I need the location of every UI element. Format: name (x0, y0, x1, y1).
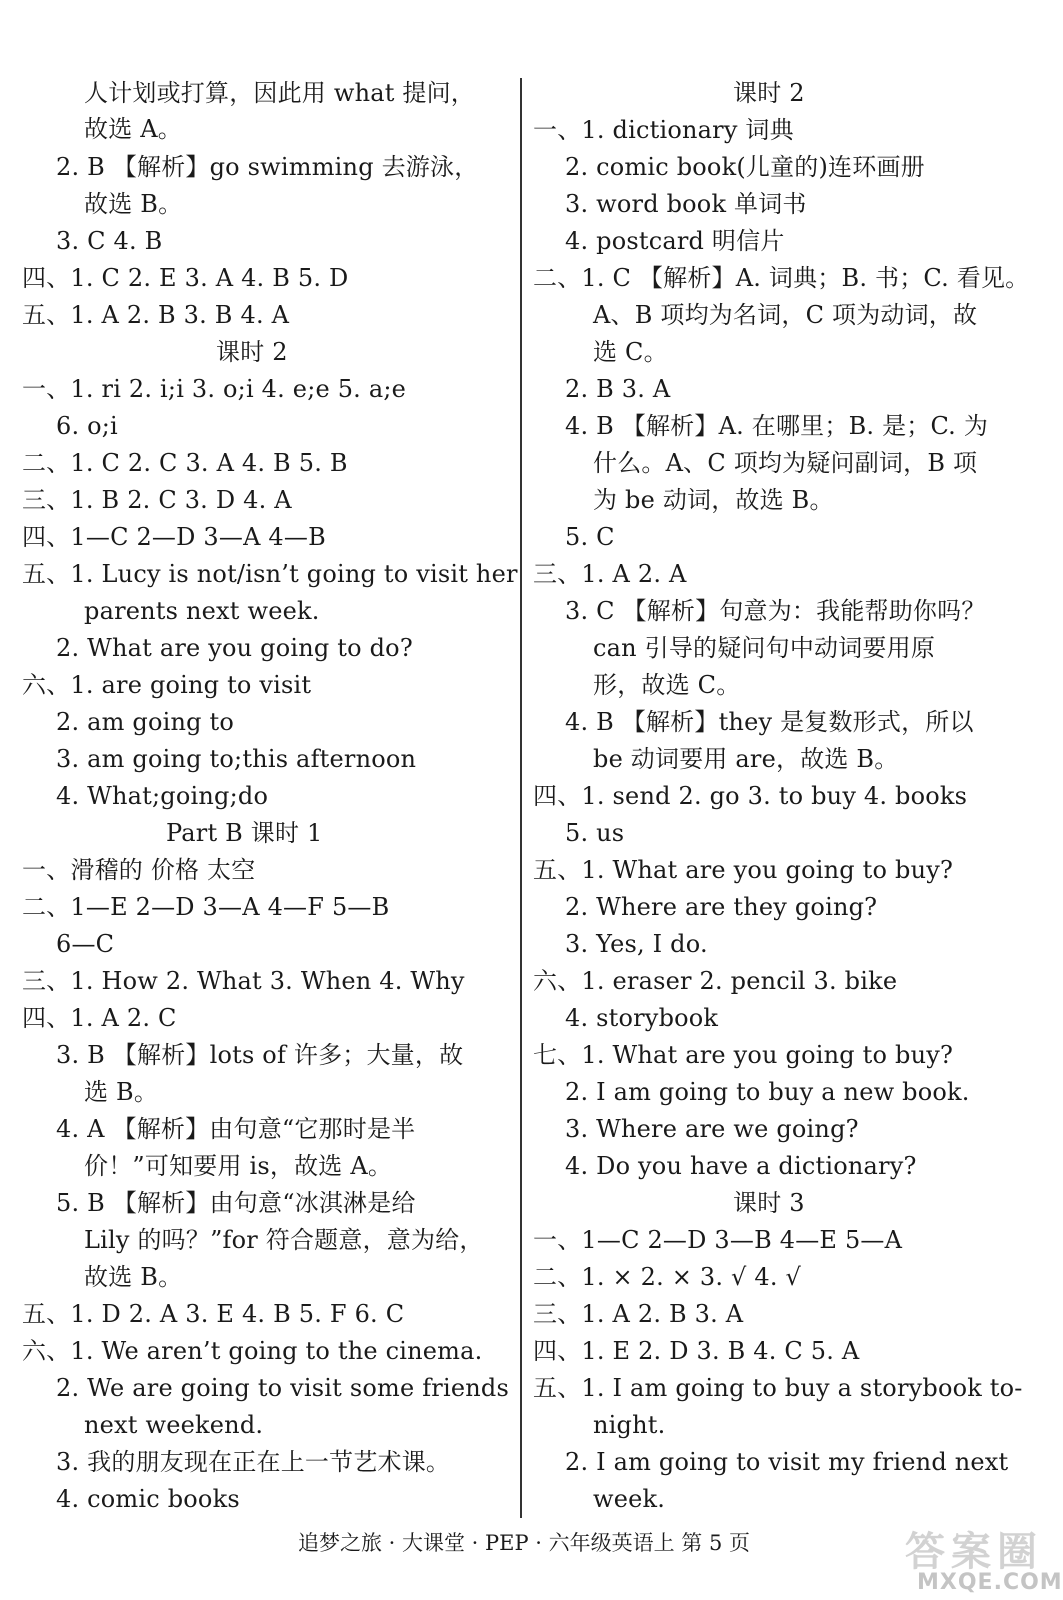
answer-line: 课时 2 (216, 338, 288, 366)
answer-line: 2. We are going to visit some friends (56, 1374, 509, 1402)
answer-line: 四、1. A 2. C (22, 1004, 177, 1032)
answer-line: 故选 B。 (84, 1263, 183, 1291)
answer-line: 4. comic books (56, 1485, 240, 1513)
answer-line: 选 B。 (84, 1078, 159, 1106)
column-divider (520, 78, 522, 1518)
answer-line: A、B 项均为名词，C 项为动词，故 (593, 301, 978, 329)
answer-line: parents next week. (84, 597, 320, 625)
answer-line: 4. postcard 明信片 (565, 227, 785, 255)
answer-line: 五、1. D 2. A 3. E 4. B 5. F 6. C (22, 1300, 405, 1328)
answer-line: 四、1. C 2. E 3. A 4. B 5. D (22, 264, 349, 292)
answer-line: 3. Yes, I do. (565, 930, 708, 958)
answer-line: 六、1. eraser 2. pencil 3. bike (533, 967, 898, 995)
answer-line: 五、1. I am going to buy a storybook to- (533, 1374, 1023, 1402)
answer-line: 故选 B。 (84, 190, 183, 218)
answer-line: 二、1. C 【解析】A. 词典；B. 书；C. 看见。 (533, 264, 1030, 292)
answer-line: 3. am going to;this afternoon (56, 745, 417, 773)
answer-line: 二、1. × 2. × 3. √ 4. √ (533, 1263, 802, 1291)
answer-line: 6—C (56, 930, 115, 958)
answer-line: 价！”可知要用 is，故选 A。 (84, 1152, 393, 1180)
answer-line: 2. comic book(儿童的)连环画册 (565, 153, 925, 181)
answer-line: 2. B 3. A (565, 375, 671, 403)
answer-line: 4. Do you have a dictionary? (565, 1152, 917, 1180)
answer-line: can 引导的疑问句中动词要用原 (593, 634, 936, 662)
answer-line: 四、1. E 2. D 3. B 4. C 5. A (533, 1337, 860, 1365)
answer-line: 形，故选 C。 (593, 671, 741, 699)
answer-line: Lily 的吗？”for 符合题意，意为给， (84, 1226, 484, 1254)
answer-line: next weekend. (84, 1411, 264, 1439)
answer-line: 五、1. Lucy is not/isn’t going to visit her (22, 560, 518, 588)
answer-line: 五、1. A 2. B 3. B 4. A (22, 301, 290, 329)
answer-line: Part B 课时 1 (166, 819, 323, 847)
answer-line: 5. B 【解析】由句意“冰淇淋是给 (56, 1189, 416, 1217)
answer-line: 2. B 【解析】go swimming 去游泳， (56, 153, 479, 181)
answer-line: 七、1. What are you going to buy? (533, 1041, 954, 1069)
answer-line: 课时 2 (733, 79, 805, 107)
answer-line: 4. B 【解析】they 是复数形式，所以 (565, 708, 974, 736)
answer-line: 六、1. We aren’t going to the cinema. (22, 1337, 483, 1365)
answer-line: 人计划或打算，因此用 what 提问， (84, 79, 476, 107)
answer-line: 3. B 【解析】lots of 许多；大量，故 (56, 1041, 464, 1069)
answer-line: 3. C 【解析】句意为：我能帮助你吗？ (565, 597, 986, 625)
answer-line: 5. C (565, 523, 615, 551)
watermark-text: 答案圈 (905, 1529, 1043, 1575)
answer-line: 六、1. are going to visit (22, 671, 312, 699)
answer-line: 一、1. dictionary 词典 (533, 116, 794, 144)
answer-line: 4. What;going;do (56, 782, 269, 810)
answer-line: 2. What are you going to do? (56, 634, 413, 662)
watermark-url: MXQE.COM (917, 1570, 1063, 1595)
answer-line: 三、1. How 2. What 3. When 4. Why (22, 967, 465, 995)
answer-line: 一、1—C 2—D 3—B 4—E 5—A (533, 1226, 903, 1254)
answer-line: night. (593, 1411, 666, 1439)
answer-line: 为 be 动词，故选 B。 (593, 486, 834, 514)
answer-line: 3. C 4. B (56, 227, 163, 255)
answer-line: 二、1. C 2. C 3. A 4. B 5. B (22, 449, 348, 477)
answer-line: 三、1. A 2. B 3. A (533, 1300, 744, 1328)
answer-line: 6. o;i (56, 412, 118, 440)
answer-line: 2. I am going to visit my friend next (565, 1448, 1009, 1476)
answer-line: 三、1. B 2. C 3. D 4. A (22, 486, 292, 514)
answer-line: 4. B 【解析】A. 在哪里；B. 是；C. 为 (565, 412, 989, 440)
watermark-logo (895, 1520, 1063, 1598)
answer-line: 四、1. send 2. go 3. to buy 4. books (533, 782, 968, 810)
answer-line: 4. A 【解析】由句意“它那时是半 (56, 1115, 416, 1143)
answer-line: 4. storybook (565, 1004, 719, 1032)
answer-line: 2. I am going to buy a new book. (565, 1078, 970, 1106)
answer-line: 一、滑稽的 价格 太空 (22, 856, 256, 884)
answer-line: be 动词要用 are，故选 B。 (593, 745, 899, 773)
answer-line: 二、1—E 2—D 3—A 4—F 5—B (22, 893, 390, 921)
answer-line: 故选 A。 (84, 115, 182, 143)
answer-line: 3. 我的朋友现在正在上一节艺术课。 (56, 1448, 451, 1476)
answer-line: 3. Where are we going? (565, 1115, 859, 1143)
answer-line: 2. am going to (56, 708, 235, 736)
answer-line: 一、1. ri 2. i;i 3. o;i 4. e;e 5. a;e (22, 375, 407, 403)
page-footer: 追梦之旅 · 大课堂 · PEP · 六年级英语上 第 5 页 (297, 1531, 751, 1555)
answer-line: 什么。A、C 项均为疑问副词，B 项 (593, 449, 978, 477)
answer-line: week. (593, 1485, 666, 1513)
answer-line: 5. us (565, 819, 625, 847)
answer-line: 课时 3 (733, 1189, 805, 1217)
answer-line: 三、1. A 2. A (533, 560, 687, 588)
answer-line: 五、1. What are you going to buy? (533, 856, 954, 884)
answer-line: 2. Where are they going? (565, 893, 878, 921)
answer-line: 选 C。 (593, 338, 668, 366)
answer-line: 3. word book 单词书 (565, 190, 807, 218)
answer-line: 四、1—C 2—D 3—A 4—B (22, 523, 326, 551)
